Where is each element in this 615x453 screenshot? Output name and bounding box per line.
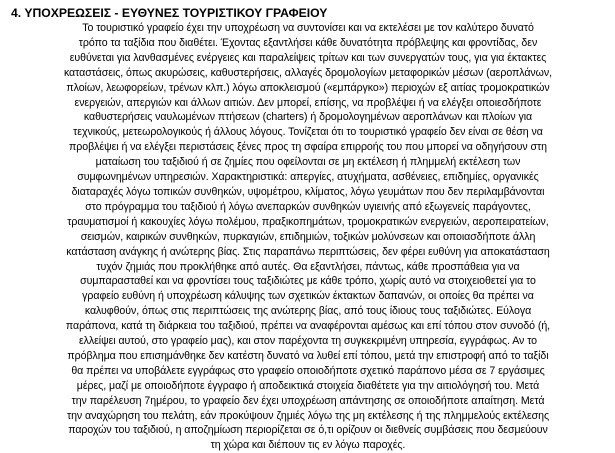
- paragraph-line: τεχνικούς, μετεωρολογικούς ή άλλους λόγους. Τονίζεται ότι το τουριστικό γραφείο δεν είναι σε θέση να: [73, 126, 543, 139]
- paragraph-line: πλοίων, λεωφορείων, τρένων κλπ.) λόγω αποκλεισμού («εμπάργκο») περιοχών εξ αιτίας τρομοκρατικών: [66, 81, 550, 94]
- paragraph-line: πρόβλημα που επισημάνθηκε δεν κατέστη δυνατό να λυθεί επί τόπου, μετά την επιστροφή από το ταξίδι: [67, 349, 549, 362]
- paragraph-line: συμφωνημένων υπηρεσιών. Χαρακτηριστικά: απεργίες, ατυχήματα, ασθένειες, επιδημίες, οργανικές: [77, 171, 539, 184]
- paragraph-line: τη χώρα και διέπουν τις εν λόγω παροχές.: [210, 439, 406, 452]
- paragraph-line: Το τουριστικό γραφείο έχει την υποχρέωση να συντονίσει και να εκτελέσει με τον καλύτερο δυνατό: [82, 22, 534, 34]
- section-heading: 4. ΥΠΟΧΡΕΩΣΕΙΣ - ΕΥΘΥΝΕΣ ΤΟΥΡΙΣΤΙΚΟΥ ΓΡΑΦΕΙΟΥ: [11, 6, 328, 20]
- paragraph-line: συμπαρασταθεί και να φροντίσει τους ταξιδιώτες με κάθε τρόπο, χωρίς αυτό να στοιχειοθετεί για το: [80, 275, 536, 288]
- paragraph-line: θα πρέπει να υποβάλετε εγγράφως στο γραφείο οποιοδήποτε σχετικό παράπονο μέσα σε 7 εργάσιμες: [71, 364, 545, 377]
- paragraph-line: διαταραχές λόγω τοπικών συνθηκών, υψομέτρου, κλίματος, λόγω γευμάτων που δεν περιλαμβάνονται: [71, 185, 545, 198]
- document: [7, 6, 609, 453]
- paragraph-line: στο πρόγραμμα του ταξιδιού ή λόγω ανεπαρκών συνθηκών υγιεινής από εξωγενείς παράγοντες,: [85, 200, 531, 213]
- paragraph-line: μέρες, μαζί με οποιοδήποτε έγγραφο ή αποδεικτικά στοιχεία διαθέτετε για την αιτιολόγησή του. Μετά: [76, 379, 540, 392]
- paragraph-line: γραφείο ευθύνη ή υποχρέωση κάλυψης των σχετικών έκτακτων δαπανών, οι οποίες θα πρέπει να: [82, 290, 534, 303]
- paragraph-line: προβλέψει ή να ελέγξει περιστάσεις ξένες προς τη σφαίρα επιρροής του που μπορεί να οδηγήσουν στη: [69, 141, 547, 154]
- paragraph-line: παροχών του ταξιδιού, η αποζημίωση περιορίζεται σε ό,τι ορίζουν οι διεθνείς συμβάσεις που δεσμεύουν: [68, 424, 548, 437]
- section-paragraph: [7, 21, 609, 453]
- paragraph-line: την παρέλευση 7ημέρου, το γραφείο δεν έχει υποχρέωση απάντησης σε οποιοδήποτε απαίτηση. Μετά: [71, 394, 545, 407]
- paragraph-line: κατάσταση ανάγκης ή ανώτερης βίας. Στις παραπάνω περιπτώσεις, δεν φέρει ευθύνη για αποκατάσταση: [66, 245, 550, 258]
- paragraph-line: την αναχώρηση του πελάτη, εάν προκύψουν ζημιές λόγω της μη εκτέλεσης ή της πλημμελούς εκτέλεσης: [66, 409, 550, 422]
- paragraph-line: παράπονα, κατά τη διάρκεια του ταξιδιού, πρέπει να αναφέρονται αμέσως και επί τόπου στον συνοδό (ή,: [65, 320, 551, 333]
- paragraph-line: ενεργειών, απεργιών και άλλων αιτιών. Δεν μπορεί, επίσης, να προβλέψει ή να ελέγξει οποιεσδήποτε: [74, 96, 542, 109]
- paragraph-line: καταστάσεις, όπως ακυρώσεις, καθυστερήσεις, αλλαγές δρομολογίων μεταφορικών μέσων (αεροπλάνων,: [63, 66, 553, 79]
- paragraph-line: τρόπο τα ταξίδια που διαθέτει. Έχοντας εξαντλήσει κάθε δυνατότητα πρόβλεψης και φροντίδας, δεν: [78, 36, 538, 49]
- paragraph-line: ευθύνεται για λανθασμένες ενέργειες και παραλείψεις τρίτων και των συνεργατών τους, για για έκτακτες: [69, 51, 547, 64]
- paragraph-line: τραυματισμοί ή κακουχίες λόγω πολέμου, πραξικοπημάτων, τρομοκρατικών ενεργειών, αεροπειρατείων,: [67, 215, 549, 228]
- paragraph-line: ματαίωση του ταξιδιού ή σε ζημίες που οφείλονται σε μη εκτέλεση ή πλημμελή εκτέλεση των: [95, 156, 521, 169]
- paragraph-line: σεισμών, καιρικών συνθηκών, πυρκαγιών, επιδημιών, τοξικών μολύνσεων και οποιασδήποτε άλλη: [80, 230, 536, 243]
- paragraph-line: καλυφθούν, όπως στις περιπτώσεις της ανώτερης βίας, από τους ίδιους τους ταξιδιώτες. Εύλογα: [84, 305, 532, 318]
- paragraph-line: τυχόν ζημιάς που προκλήθηκε από αυτές. Θα εξαντλήσει, πάντως, κάθε προσπάθεια για να: [96, 260, 520, 273]
- paragraph-line: ελλείψει αυτού, στο γραφείο μας), και στον παρέχοντα τη συγκεκριμένη υπηρεσία, εγγράφως. Αν το: [78, 335, 538, 348]
- paragraph-line: καθυστερήσεις ναυλωμένων πτήσεων (charters) ή δρομολογημένων αεροπλάνων και πλοίων για: [83, 111, 533, 124]
